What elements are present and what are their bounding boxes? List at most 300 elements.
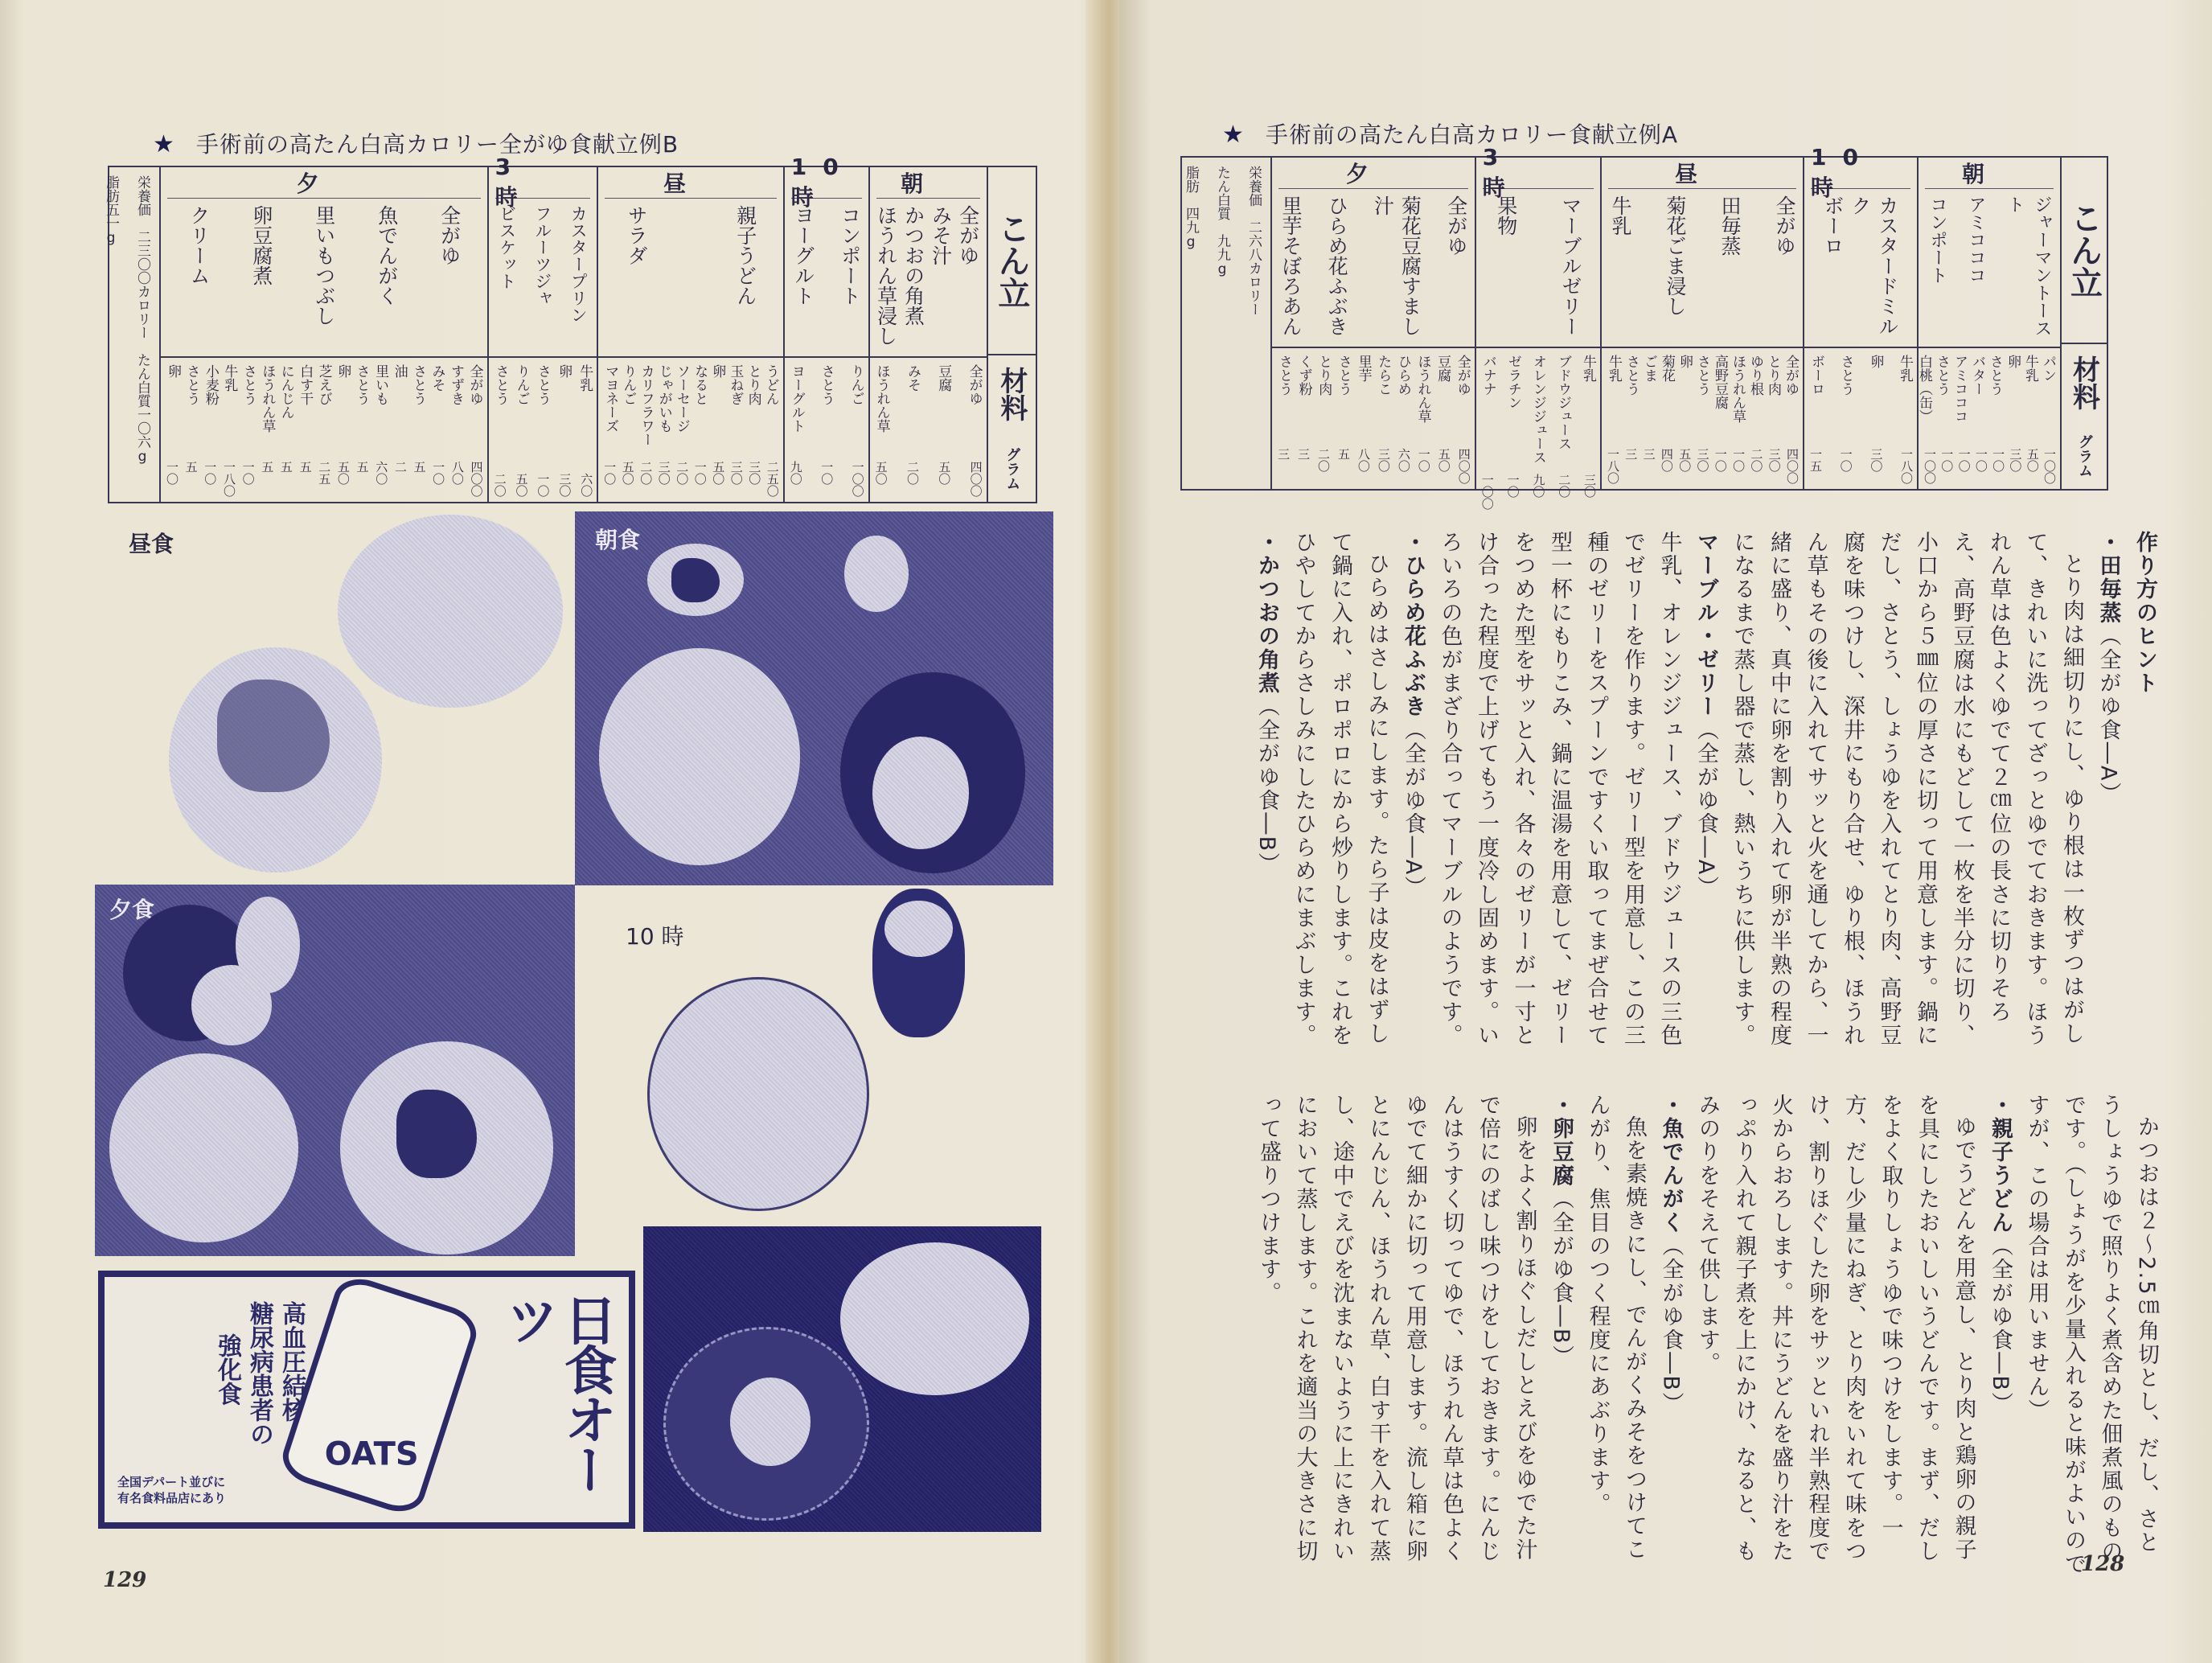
ingredient: ほうれん草 — [1414, 355, 1431, 423]
hint-note: （全がゆ食―B） — [1549, 1187, 1574, 1369]
right-page — [1119, 0, 2212, 1663]
ingredient-list — [1804, 348, 1917, 445]
nutrition-line: 脂肪五一g — [102, 175, 119, 246]
quantity: 三 — [1623, 448, 1639, 460]
quantity: 三〇 — [1869, 448, 1884, 472]
quantity: 五〇 — [937, 461, 952, 485]
quantity: 五 — [278, 461, 293, 473]
photo-label-lunch: 昼食 — [129, 531, 174, 557]
quantity: 五〇 — [2025, 448, 2040, 472]
dish: 全がゆ — [1444, 195, 1468, 256]
nutrition-column — [1182, 158, 1270, 489]
ingredient: りんご — [847, 364, 864, 405]
dish: カスタードミルク — [1849, 195, 1899, 336]
quantity: 三〇 — [1767, 448, 1782, 472]
dish-list — [161, 199, 487, 358]
menu-a-table — [1180, 143, 2108, 510]
quantity: 一〇 — [1713, 448, 1728, 472]
row-labels — [2060, 158, 2107, 489]
nutrition-line: 脂肪 四九g — [1183, 166, 1199, 250]
breakfast-photo — [575, 511, 1053, 885]
meal-header: 昼 — [1608, 158, 1796, 189]
dish-list — [489, 199, 597, 358]
ingredient: ほうれん草 — [259, 364, 276, 433]
ingredient: ごま — [1641, 355, 1657, 382]
dish: 果物 — [1494, 195, 1518, 236]
quantity: 二五〇 — [765, 461, 780, 497]
ingredient: 卵 — [556, 364, 572, 378]
meal-3pm — [487, 153, 597, 502]
ingredient: さとう — [1837, 355, 1854, 396]
ad-brand: 日食オーツ — [497, 1293, 617, 1493]
ingredient-list — [870, 358, 987, 458]
dish: クリーム — [187, 205, 211, 285]
meal-header: 10 時 — [1811, 158, 1910, 189]
quantity: 三〇 — [728, 461, 744, 485]
ingredient: さとう — [240, 364, 256, 405]
menu-a-title — [1222, 117, 1678, 150]
ingredient: 豆腐 — [1434, 355, 1451, 382]
quantity: 二〇 — [675, 461, 690, 485]
ingredient: カリフラワー — [638, 364, 655, 446]
quantity: 五 — [298, 461, 313, 473]
hint-note: （全がゆ食―B） — [1254, 695, 1279, 877]
quantity: 一〇 — [1973, 448, 1988, 472]
meal-header: 夕 — [1278, 158, 1468, 189]
quantity: 二〇 — [638, 461, 654, 485]
quantity: 一〇 — [819, 461, 835, 485]
ad-tagline-line: 高血圧結核 — [277, 1301, 306, 1422]
ingredient: みそ — [429, 364, 445, 392]
quantity: 五 — [1336, 448, 1351, 460]
menu-b-title-text: 手術前の高たん白高カロリー全がゆ食献立例B — [195, 131, 679, 158]
10am-photo — [647, 977, 869, 1211]
quantity: 一〇 — [1939, 448, 1955, 472]
quantity: 六〇 — [374, 461, 389, 485]
ingredient: さとう — [183, 364, 200, 405]
quantity: 一〇 — [536, 473, 551, 497]
ingredient: 牛乳 — [1606, 355, 1622, 382]
pudding-cup — [872, 889, 965, 1037]
ingredient: さとう — [1987, 355, 2003, 396]
quantity: 四〇〇 — [968, 461, 983, 497]
ingredient: 全がゆ — [1454, 355, 1471, 396]
ingredient: ブドウジュース — [1554, 355, 1571, 450]
lunch-salad-photo — [338, 515, 563, 708]
quantity-list — [870, 458, 987, 502]
nutrition-line: 栄養価 二六八カロリー — [1246, 166, 1262, 316]
ingredient: 高野豆腐 — [1712, 355, 1728, 409]
nutrition-values — [102, 167, 159, 473]
page-number-right: 128 — [2081, 1552, 2125, 1576]
ingredient: 玉ねぎ — [727, 364, 744, 405]
ingredient: りんご — [620, 364, 637, 405]
dish-list — [1476, 189, 1600, 348]
ingredient: にんじん — [277, 364, 294, 419]
ingredient-list — [161, 358, 487, 458]
dish: かつおの角煮 — [901, 205, 925, 326]
quantity: 一〇 — [692, 461, 708, 485]
dish — [844, 536, 909, 612]
ingredients-row-label: 材料 — [2067, 355, 2100, 410]
ingredient: 卵 — [164, 364, 181, 378]
dish — [236, 897, 300, 993]
photo-label-breakfast: 朝食 — [595, 527, 641, 553]
ingredient-list — [1916, 348, 2060, 445]
dish — [647, 544, 744, 616]
quantity: 九〇 — [1531, 474, 1546, 498]
quantity: 二 — [392, 461, 408, 473]
quantity: 一〇 — [1505, 474, 1520, 498]
quantity: 一〇〇 — [850, 461, 865, 497]
hint-note: （全がゆ食―A） — [1693, 718, 1718, 900]
quantity: 三〇 — [1376, 448, 1391, 472]
hint-note: （全がゆ食―A） — [1401, 718, 1426, 900]
hint-title-text: ・魚でんがく — [1658, 1094, 1684, 1235]
quantity-list — [161, 458, 487, 502]
ingredient: さとう — [1623, 355, 1640, 396]
ingredient: マヨネーズ — [602, 364, 619, 433]
ingredient: みそ — [904, 364, 921, 392]
ingredient: さとう — [410, 364, 427, 405]
ingredient: 全がゆ — [466, 364, 483, 405]
quantity: 九〇 — [788, 461, 803, 485]
dish-list — [870, 199, 987, 358]
quantity: 三 — [1641, 448, 1656, 460]
ingredient: じゃがいも — [655, 364, 672, 433]
dish: 里芋そぼろあん — [1279, 195, 1303, 336]
lunch-udon-photo — [169, 647, 382, 873]
ingredient: アミコココ — [1951, 355, 1968, 423]
dish: 田毎蒸 — [1718, 195, 1742, 256]
ad-tagline-line: 強化食 — [213, 1333, 241, 1406]
ingredient: 里芋 — [1355, 355, 1372, 382]
meal-dinner — [159, 167, 487, 502]
ingredient: 牛乳 — [221, 364, 238, 392]
quantity: 六〇 — [1396, 448, 1411, 472]
dish: コンポート — [838, 205, 862, 306]
can-label: OATS — [324, 1435, 419, 1473]
dish: ヨーグルト — [791, 205, 815, 306]
ingredient: 卵 — [709, 364, 726, 378]
hint-title — [2090, 531, 2127, 1053]
unit-label: グラム — [1003, 447, 1021, 491]
hint-title-text: ・田毎蒸 — [2095, 531, 2121, 625]
hint-body: かつおは２～2.5㎝角切とし、だし、さとうしょうゆで照りよく煮含めた佃煮風のものです。（しょうがを少量入れると味がよいのですが、この場合は用いません） — [2024, 1094, 2159, 1576]
ingredient: りんご — [513, 364, 530, 405]
quantity: 五〇 — [873, 461, 888, 485]
dish-list — [1919, 189, 2060, 348]
ingredient: とり肉 — [1315, 355, 1332, 396]
cooking-hints-lower — [1176, 1094, 2165, 1576]
quantity: 五 — [412, 461, 427, 473]
hints-heading: 作り方のヒント — [2132, 531, 2157, 696]
quantity: 五 — [183, 461, 199, 473]
quantity: 四〇〇 — [469, 461, 484, 497]
quantity: 一〇 — [203, 461, 218, 485]
quantity: 一〇 — [602, 461, 618, 485]
dish-list — [785, 199, 868, 358]
hint-title-text: ・卵豆腐 — [1549, 1094, 1574, 1188]
ingredient: 豆腐 — [935, 364, 952, 392]
ingredient: たらこ — [1375, 355, 1392, 396]
meal-10am — [1803, 143, 1917, 489]
row-labels — [987, 167, 1036, 502]
dish: フルーツジャ — [532, 205, 552, 306]
meal-lunch — [1600, 158, 1803, 489]
dish: アミコココ — [1966, 195, 1986, 284]
hint-title-text: ・かつおの角煮 — [1254, 531, 1279, 696]
quantity: 一〇 — [240, 461, 256, 485]
ingredient: さとう — [818, 364, 835, 405]
bowl — [599, 648, 800, 865]
quantity: 五 — [260, 461, 275, 473]
hint-body: 卵をよく割りほぐしだしとえびをゆでた汁で倍にのばし味つけをしておきます。にんじんはうすく切ってゆで、ほうれん草は色よくゆでて細かに切って用意します。流し箱に卵とにんじん、ほうれん草、白す干を入れて蒸し、途中でえびを沈まないように上にきれいにおいて蒸します。これを適当の大きさに切って盛りつけます。 — [1256, 1094, 1537, 1564]
extra-photo — [643, 1226, 1041, 1532]
ingredient: さとう — [1934, 355, 1950, 396]
quantity: 一〇 — [1991, 448, 2006, 472]
unit-label: グラム — [2076, 434, 2093, 478]
ingredient-list — [1602, 348, 1803, 445]
food-shape — [217, 680, 330, 792]
ingredient: ひらめ — [1394, 355, 1411, 396]
ingredient: さとう — [1276, 355, 1292, 396]
quantity: 四〇〇 — [1784, 448, 1800, 484]
hint-body: ひらめはさしみにします。たら子は皮をはずして鍋に入れ、ポロポロにから炒りします。これをひやしてからさしみにしたひらめにまぶします。 — [1291, 531, 1389, 1048]
hint-title-text: マーブル・ゼリー — [1693, 531, 1718, 719]
ingredient: ゆり根 — [1747, 355, 1763, 396]
quantity: 一〇〇 — [1923, 448, 1937, 484]
ingredient: 油 — [391, 364, 408, 378]
meal-lunch — [597, 167, 783, 502]
quantity: 四〇 — [1659, 448, 1674, 472]
ingredient: バナナ — [1479, 355, 1496, 396]
soup-bowl — [840, 672, 1025, 873]
ingredient: ソーセージ — [673, 364, 690, 433]
hint-title-text: ・ひらめ花ふぶき — [1401, 531, 1426, 719]
hint-title — [1982, 1094, 2019, 1576]
hint-title — [1249, 531, 1286, 1053]
plate — [109, 1053, 298, 1242]
hint-title — [1652, 1094, 1689, 1576]
quantity-list — [598, 458, 783, 502]
quantity: 五〇 — [1436, 448, 1451, 472]
meal-header: 10 時 — [791, 167, 862, 199]
quantity: 五〇 — [711, 461, 726, 485]
hint-body: 魚を素焼きにし、でんがくみそをつけてこんがり、焦目のつく程度にあぶります。 — [1585, 1094, 1647, 1562]
ingredient: 卵 — [1867, 355, 1884, 368]
quantity: 一〇 — [1731, 448, 1746, 472]
meal-header: 夕 — [167, 167, 481, 199]
dish: 魚でんがく — [375, 205, 399, 306]
quantity: 一〇〇 — [2042, 448, 2057, 484]
ingredient: さとう — [1694, 355, 1710, 396]
menu-b-table — [102, 153, 1037, 503]
hint-title-text: ・親子うどん — [1988, 1094, 2013, 1235]
ingredient-list — [598, 358, 783, 458]
ad-tagline-line: 糖尿病患者の — [245, 1301, 273, 1446]
ingredient: 里いも — [372, 364, 389, 405]
quantity: 二〇 — [1557, 474, 1572, 498]
plate — [340, 1041, 553, 1254]
hint-note: （全がゆ食―A） — [2095, 624, 2121, 806]
meal-header: 昼 — [605, 167, 777, 199]
dish: 菊花豆腐すまし汁 — [1371, 195, 1422, 336]
dish: 卵豆腐煮 — [249, 205, 273, 285]
ingredient: オレンジジュース — [1529, 355, 1546, 464]
ingredient: 全がゆ — [1783, 355, 1799, 396]
quantity: 一〇 — [1956, 448, 1972, 472]
glass-bowl — [663, 1327, 869, 1521]
quantity: 六〇 — [579, 473, 594, 497]
ingredient: くず粉 — [1295, 355, 1312, 396]
dish: 牛乳 — [1609, 195, 1632, 236]
oats-advertisement — [98, 1271, 635, 1529]
quantity: 一〇 — [164, 461, 179, 485]
ingredient: 菊花 — [1659, 355, 1675, 382]
photo-label-10am: 10 時 — [626, 923, 684, 950]
dish-list — [598, 199, 783, 358]
ad-footer — [117, 1474, 226, 1506]
meal-header: 朝 — [1925, 158, 2054, 189]
ingredient: うどん — [762, 364, 779, 405]
ingredient: ヨーグルト — [788, 364, 805, 433]
ingredient: 小麦粉 — [202, 364, 219, 405]
dish: ひらめ花ふぶき — [1325, 195, 1349, 336]
dish: 親子うどん — [733, 205, 757, 306]
quantity: 三〇 — [656, 461, 671, 485]
meal-header: 朝 — [876, 167, 980, 199]
ingredient: 牛乳 — [1896, 355, 1913, 382]
quantity: 三 — [1276, 448, 1291, 460]
nutrition-column — [102, 167, 159, 502]
ingredient: 牛乳 — [2022, 355, 2038, 382]
ingredient: 全がゆ — [966, 364, 983, 405]
ingredient: バター — [1969, 355, 1985, 396]
dish: コンポート — [1927, 195, 1947, 284]
ingredient: なると — [692, 364, 708, 405]
ingredient: 白桃（缶） — [1916, 355, 1932, 423]
meal-breakfast — [1917, 158, 2060, 489]
dish: サラダ — [625, 205, 649, 265]
quantity: 三〇 — [747, 461, 762, 485]
dish-list — [1602, 189, 1803, 348]
dish: 全がゆ — [437, 205, 462, 265]
dish-list — [1272, 189, 1475, 348]
dish: ボーロ — [1821, 195, 1845, 256]
quantity-list — [1804, 445, 1917, 489]
ingredient: さとう — [534, 364, 551, 405]
ingredient-list — [489, 358, 597, 470]
quantity-list — [785, 458, 868, 502]
menu-row-label: こん立 — [2065, 202, 2103, 298]
meal-3pm — [1475, 143, 1600, 510]
dish-list — [1804, 189, 1917, 348]
hint-title — [1543, 1094, 1580, 1576]
quantity: 三〇 — [1582, 474, 1597, 498]
oats-can-illustration — [277, 1271, 483, 1519]
nutrition-line: たん白質 九九g — [1214, 166, 1230, 277]
quantity: 五〇 — [620, 461, 635, 485]
ingredient: 卵 — [2005, 355, 2021, 368]
quantity: 五 — [355, 461, 370, 473]
quantity: 八〇 — [449, 461, 465, 485]
ingredient: 白す干 — [297, 364, 314, 405]
quantity: 四〇〇 — [1456, 448, 1471, 484]
hint-note: （全がゆ食―B） — [1988, 1234, 2013, 1416]
quantity: 一〇 — [431, 461, 446, 485]
dish: マーブルゼリー — [1559, 195, 1582, 336]
dish: みそ汁 — [929, 205, 953, 265]
ingredient: とり肉 — [1765, 355, 1781, 396]
quantity: 一八〇 — [1898, 448, 1914, 484]
dish: ほうれん草浸し — [874, 205, 898, 346]
page-number-left: 129 — [103, 1568, 147, 1592]
quantity: 一〇〇 — [1479, 474, 1495, 510]
dish: カスタープリン — [568, 205, 589, 323]
quantity: 五〇 — [1677, 448, 1693, 472]
ingredient: 芝えび — [315, 364, 332, 405]
ingredient: パン — [2040, 355, 2056, 382]
quantity: 二〇 — [492, 473, 507, 497]
meal-header: 3 時 — [1483, 158, 1594, 189]
dish: 全がゆ — [1773, 195, 1796, 256]
ingredient-list — [1476, 348, 1600, 470]
quantity: 一〇 — [1416, 448, 1431, 472]
nutrition-line: 栄養価 二三〇〇カロリー たん白質一〇六g — [133, 175, 150, 465]
quantity: 一〇 — [1838, 448, 1853, 472]
dish: 里いもつぶし — [312, 205, 336, 326]
quantity-list — [1476, 470, 1600, 515]
quantity: 二〇 — [905, 461, 920, 485]
hint-title — [1395, 531, 1432, 1053]
ingredient: さとう — [1335, 355, 1352, 396]
quantity: 五〇 — [514, 473, 529, 497]
quantity: 八〇 — [1356, 448, 1371, 472]
meal-header: 3 時 — [495, 167, 591, 199]
quantity: 三〇 — [2008, 448, 2023, 472]
quantity-list — [489, 470, 597, 502]
menu-b-title — [153, 127, 679, 159]
nutrition-values — [1182, 158, 1270, 324]
quantity: 二〇 — [1315, 448, 1331, 472]
ingredients-row-label: 材料 — [995, 367, 1028, 421]
hint-body: 牛乳、オレンジジュース、ブドウジュースの三色でゼリーを作ります。ゼリー型を用意し、この三種のゼリーをスプーンですくい取ってまぜ合せて型一杯にもりこみ、鍋に温湯を用意して、ゼリーをつめた型をサッと入れ、各々のゼリーが一寸とけ合った程度で上げてもう一度冷し固めます。いろいろの色がまざり合ってマーブルのようです。 — [1437, 531, 1682, 1048]
dinner-photo — [95, 885, 575, 1256]
dish: 全がゆ — [956, 205, 980, 265]
ingredient: とり肉 — [745, 364, 761, 405]
quantity-list — [1919, 445, 2060, 489]
dish: ジャーマントースト — [2005, 195, 2052, 337]
cooking-hints-upper — [1166, 531, 2163, 1053]
quantity: 三〇 — [557, 473, 572, 497]
quantity: 三〇 — [1695, 448, 1710, 472]
hint-body: ゆでうどんを用意し、とり肉と鶏卵の親子を具にしたおいしいうどんです。まず、だしをよく取りしょうゆで味つけをします。一方、だし少量にねぎ、とり肉をいれて味をつけ、割りほぐした卵をサッといれ半熟程度で火からおろします。丼にうどんを盛り汁をたっぷり入れて親子煮を上にかけ、なると、もみのりをそえて供します。 — [1695, 1094, 1976, 1563]
ingredient: 卵 — [1676, 355, 1693, 368]
ingredient: すずき — [448, 364, 465, 405]
ingredient-list — [785, 358, 868, 458]
ingredient: 牛乳 — [1579, 355, 1596, 382]
meal-dinner — [1270, 158, 1475, 489]
ingredient: ボーロ — [1808, 355, 1824, 396]
ingredient: 卵 — [334, 364, 351, 378]
ingredient: さとう — [353, 364, 370, 405]
ingredient-list — [1272, 348, 1475, 445]
hint-note: （全がゆ食―B） — [1658, 1234, 1684, 1416]
quantity-list — [1272, 445, 1475, 489]
menu-a-title-text: 手術前の高たん白高カロリー食献立例A — [1265, 121, 1679, 148]
quantity: 二五 — [317, 461, 332, 485]
